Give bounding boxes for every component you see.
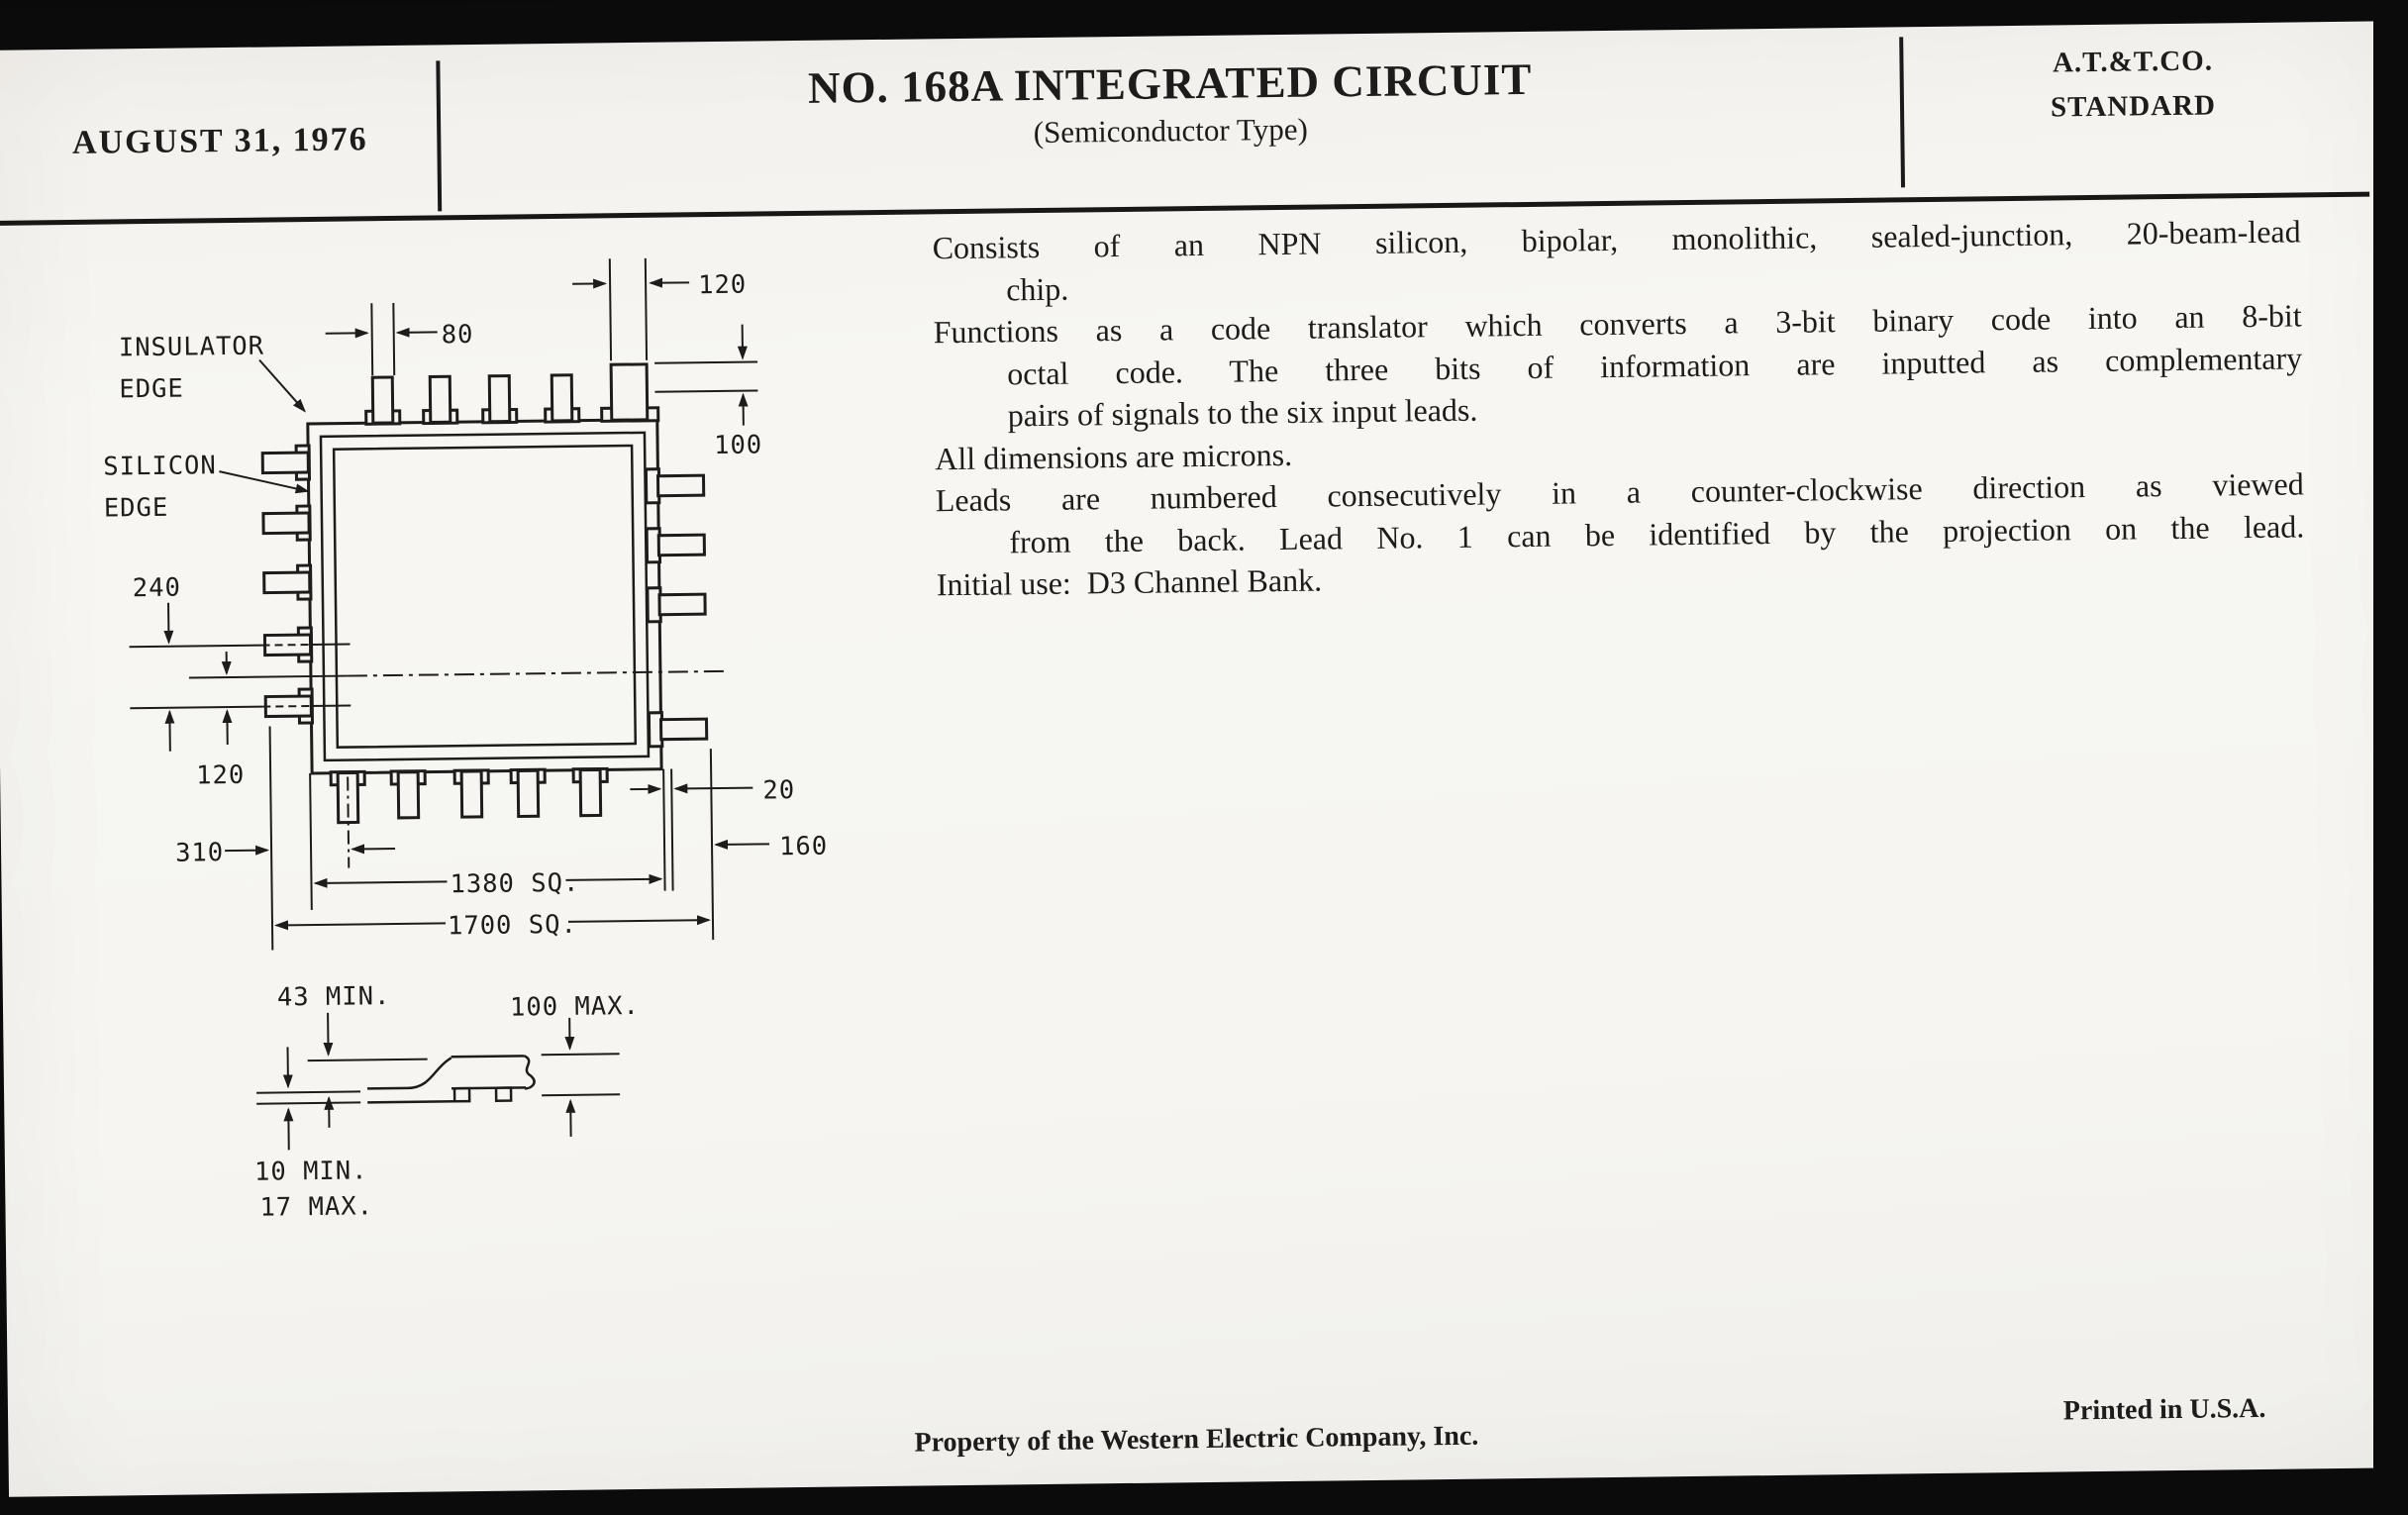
text-line: octal code. The three bits of information are inputted as complementary: [1007, 339, 2303, 391]
profile-break-squiggle: [525, 1056, 535, 1088]
description-text: [932, 210, 2305, 605]
dim-43-min: 43 MIN.: [276, 981, 391, 1013]
text-line: Leads are numbered consecutively in a counter-clockwise direction as viewed: [935, 465, 2304, 519]
dim-120-left: 120: [195, 759, 246, 791]
dim-240: 240: [132, 572, 182, 604]
text-line: from the back. Lead No. 1 can be identified by the projection on the lead.: [1009, 507, 2305, 559]
silicon-edge-inner: [334, 446, 636, 748]
scan-artifact-bottom-bar: [0, 1467, 2408, 1515]
dim-100-max: 100 MAX.: [509, 990, 641, 1023]
text-line: All dimensions are microns.: [935, 436, 1293, 476]
paragraph: [936, 462, 2305, 563]
silicon-edge-outer: [321, 433, 649, 760]
insulator-edge-label: INSULATOR: [118, 331, 265, 363]
text-line: chip.: [1005, 270, 1069, 307]
insulator-edge-label-2: EDGE: [119, 373, 184, 405]
chip-diagram: [0, 4, 898, 1302]
insulator-edge-outline: [308, 420, 661, 773]
dim-80: 80: [441, 319, 474, 351]
paragraph: [933, 294, 2302, 437]
dim-20: 20: [762, 775, 796, 806]
dim-10-min: 10 MIN.: [253, 1156, 368, 1187]
text-line: Initial use: D3 Channel Bank.: [936, 561, 1323, 603]
header-divider-right: [1899, 37, 1905, 187]
scan-artifact-right-bar: [2373, 0, 2408, 1515]
chip-centerline: [348, 671, 727, 676]
organization-block: [1907, 38, 2358, 133]
text-line: Consists of an NPN silicon, bipolar, monolithic, sealed-junction, 20-beam-lead: [932, 213, 2301, 266]
insulator-edge-callout-arrow: [259, 359, 305, 412]
organization-standard: STANDARD: [2050, 89, 2217, 124]
dim-1380-sq: 1380 SQ.: [450, 867, 580, 900]
document-date: AUGUST 31, 1976: [71, 121, 368, 161]
dim-100: 100: [713, 430, 763, 461]
dim-120-top: 120: [697, 269, 748, 301]
silicon-edge-label-2: EDGE: [103, 492, 169, 524]
lead-pads: [296, 408, 663, 785]
dim-310: 310: [174, 838, 225, 868]
dim-17-max: 17 MAX.: [259, 1191, 374, 1223]
document-title: NO. 168A INTEGRATED CIRCUIT: [807, 53, 1533, 113]
dim-160: 160: [778, 831, 829, 862]
property-notice: Property of the Western Electric Company, Inc.: [914, 1420, 1479, 1459]
text-line: pairs of signals to the six input leads.: [1007, 391, 1478, 434]
chip-outline-group: [261, 363, 708, 823]
organization-name: A.T.&T.CO.: [2052, 45, 2214, 79]
corner-lead: [611, 364, 648, 420]
document-subtitle: (Semiconductor Type): [1033, 111, 1308, 151]
text-line: Functions as a code translator which converts a 3-bit binary code into an 8-bit: [933, 297, 2302, 351]
profile-view: [252, 978, 643, 1223]
silicon-edge-label: SILICON: [103, 451, 217, 482]
dim-1700-sq: 1700 SQ.: [447, 909, 578, 942]
printed-in-usa: Printed in U.S.A.: [2062, 1392, 2266, 1427]
